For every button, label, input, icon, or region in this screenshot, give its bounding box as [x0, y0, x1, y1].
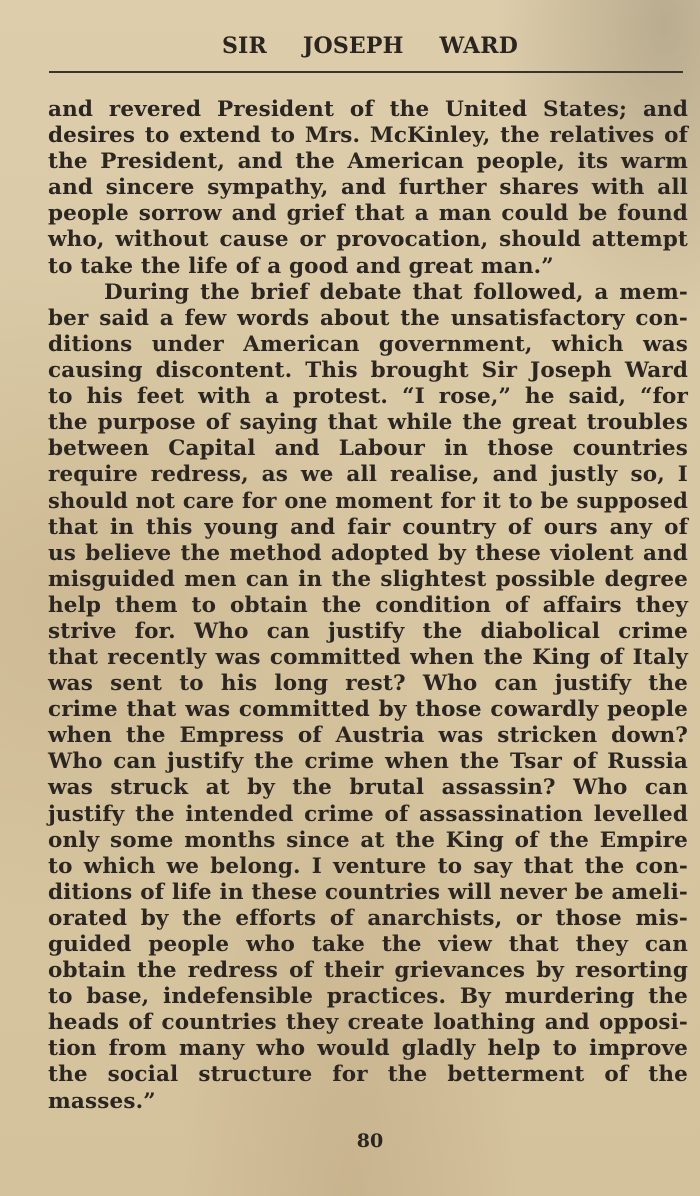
text-line: masses.” [48, 1088, 156, 1114]
text-line: was struck at by the brutal assassin? Who can [48, 775, 688, 801]
text-line: ber said a few words about the unsatisfactory con- [48, 305, 688, 331]
running-head-word: SIR [221, 33, 268, 59]
text-line: to his feet with a protest. “I rose,” he said, “for [48, 384, 688, 410]
text-line: justify the intended crime of assassination levelled [48, 801, 688, 827]
body-text [48, 97, 688, 1115]
text-line: guided people who take the view that they can [48, 932, 688, 957]
text-line: the social structure for the betterment of the [48, 1062, 688, 1088]
text-line: the purpose of saying that while the great troubles [48, 410, 688, 436]
text-line: that recently was committed when the King of Italy [48, 644, 688, 670]
text-line: During the brief debate that followed, a mem- [104, 279, 688, 305]
running-head-word: JOSEPH [302, 33, 404, 59]
text-line: Who can justify the crime when the Tsar of Russia [48, 749, 688, 775]
text-line: when the Empress of Austria was stricken down? [48, 723, 688, 749]
text-line: desires to extend to Mrs. McKinley, the relatives of [48, 123, 688, 149]
text-line: misguided men can in the slightest possible degree [48, 566, 688, 592]
text-line: was sent to his long rest? Who can justify the [48, 671, 688, 697]
text-line: causing discontent. This brought Sir Joseph Ward [48, 357, 688, 383]
text-line: tion from many who would gladly help to improve [48, 1036, 688, 1062]
text-line: only some months since at the King of the Empire [48, 827, 688, 853]
text-line: should not care for one moment for it to be supposed [48, 488, 688, 514]
text-line: to base, indefensible practices. By murdering the [48, 984, 688, 1010]
text-line: strive for. Who can justify the diabolical crime [48, 618, 688, 644]
text-line: heads of countries they create loathing and opposi- [48, 1010, 688, 1036]
text-line: to which we belong. I venture to say that the con- [48, 853, 688, 879]
text-line: that in this young and fair country of ours any of [48, 514, 688, 540]
running-head [0, 33, 700, 59]
text-line: ditions of life in these countries will never be ameli- [48, 879, 688, 905]
text-line: ditions under American government, which was [48, 331, 688, 357]
header-rule [49, 71, 683, 73]
text-line: people sorrow and grief that a man could be found [48, 201, 688, 227]
text-line: us believe the method adopted by these violent and [48, 540, 688, 566]
text-line: orated by the efforts of anarchists, or those mis- [48, 905, 688, 931]
text-line: crime that was committed by those cowardly people [48, 697, 688, 723]
text-line: and revered President of the United States; and [48, 97, 688, 122]
running-head-word: WARD [439, 33, 519, 59]
text-line: between Capital and Labour in those countries [48, 436, 688, 462]
page-number: 80 [356, 1130, 384, 1152]
text-line: the President, and the American people, its warm [48, 149, 688, 175]
text-line: and sincere sympathy, and further shares with all [48, 175, 688, 201]
text-line: require redress, as we all realise, and justly so, I [48, 462, 688, 488]
text-line: obtain the redress of their grievances by resorting [48, 958, 688, 984]
text-line: help them to obtain the condition of affairs they [48, 592, 688, 618]
text-line: who, without cause or provocation, should attempt [48, 227, 688, 253]
text-line: to take the life of a good and great man.” [48, 253, 554, 279]
